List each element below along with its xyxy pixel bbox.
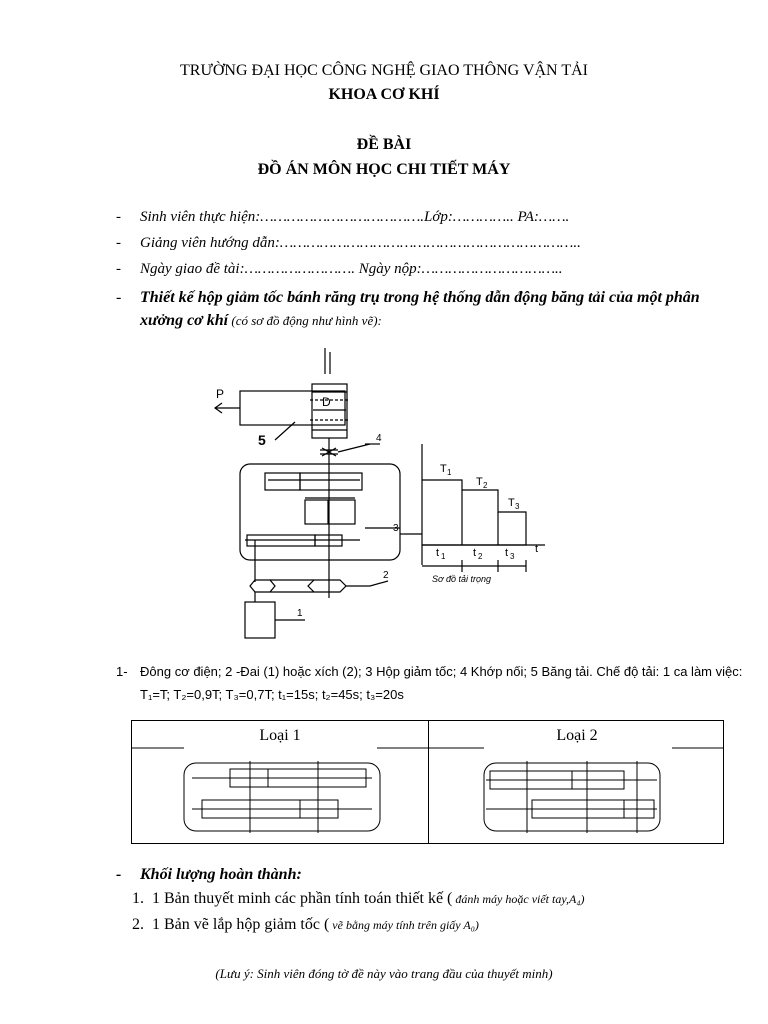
task-note: có sơ đồ động như hình vẽ [235, 313, 374, 328]
load-diagram-caption: Sơ đồ tải trọng [432, 574, 491, 584]
gearbox-schemes [132, 721, 723, 843]
svg-text:4: 4 [376, 433, 382, 444]
svg-text:t: t [473, 547, 477, 559]
volume-heading: - Khối lượng hoàn thành: [116, 866, 302, 883]
lecturer-row: - Giảng viên hướng dẫn:………………………………………………………….. [116, 235, 581, 251]
svg-text:P: P [216, 387, 225, 401]
volume-item-2: 2. 1 Bản vẽ lắp hộp giảm tốc ( vẽ bằng máy tính trên giấy A₀) [132, 916, 479, 933]
dates-field: Ngày giao đề tài:……………………. Ngày nộp:………………………….. [140, 261, 563, 277]
legend-text: Đông cơ điện; 2 -Đai (1) hoặc xích (2); 3 Hộp giảm tốc; 4 Khớp nối; 5 Băng tải. Chế độ tải: 1 ca làm việc: T₁=T; T₂=0,9T; T₃=0,7T; t₁=15s; t₂=45s; t₃=20s [140, 664, 743, 702]
svg-text:3: 3 [393, 523, 399, 534]
student-field: Sinh viên thực hiện:……………………………….Lớp:………….. PA:……. [140, 209, 570, 225]
type-table [131, 720, 724, 844]
svg-text:T: T [508, 497, 515, 509]
volume-item-1: 1. 1 Bản thuyết minh các phần tính toán thiết kế ( đánh máy hoặc viết tay,A₄) [132, 890, 585, 907]
svg-text:2: 2 [478, 552, 483, 561]
svg-text:T: T [440, 463, 447, 475]
dates-row: - Ngày giao đề tài:……………………. Ngày nộp:………………………….. [116, 261, 563, 277]
svg-text:D: D [322, 395, 331, 409]
svg-text:2: 2 [383, 570, 389, 581]
task-title: Thiết kế hộp giảm tốc bánh răng trụ trong hệ thống dẫn động băng tải của một phân xưởng cơ khí [140, 289, 700, 329]
document-subtitle: ĐỒ ÁN MÔN HỌC CHI TIẾT MÁY [257, 161, 511, 178]
svg-text:t: t [535, 543, 539, 555]
svg-text:1: 1 [297, 608, 303, 619]
svg-text:1: 1 [447, 468, 452, 477]
type-1-label: Loại 1 [259, 727, 301, 744]
kinematic-diagram [200, 340, 560, 645]
svg-text:3: 3 [515, 502, 520, 511]
type-2-label: Loại 2 [556, 727, 598, 744]
svg-text:1: 1 [441, 552, 446, 561]
svg-text:t: t [505, 547, 509, 559]
footer-note: (Lưu ý: Sinh viên đóng tờ đề này vào trang đầu của thuyết minh) [215, 966, 553, 981]
svg-text:5: 5 [258, 432, 266, 448]
student-row: - Sinh viên thực hiện:……………………………….Lớp:………….. PA:……. [116, 209, 570, 225]
document-title: ĐỀ BÀI [356, 136, 412, 153]
faculty-name: KHOA CƠ KHÍ [328, 86, 440, 103]
svg-text:t: t [436, 547, 440, 559]
svg-text:T: T [476, 476, 483, 488]
school-name: TRƯỜNG ĐẠI HỌC CÔNG NGHỆ GIAO THÔNG VẬN TẢI [180, 62, 588, 79]
lecturer-field: Giảng viên hướng dẫn:………………………………………………………….. [140, 235, 581, 251]
svg-text:3: 3 [510, 552, 515, 561]
svg-text:2: 2 [483, 481, 488, 490]
